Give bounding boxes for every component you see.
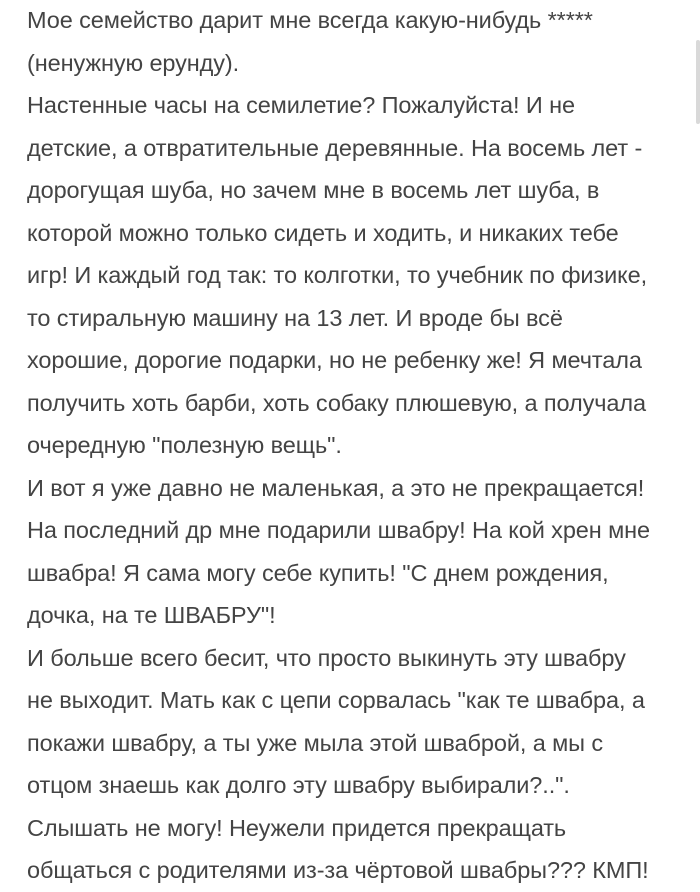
post-line: которой можно только сидеть и ходить, и никаких тебе <box>27 219 619 246</box>
post-line: очередную "полезную вещь". <box>27 432 342 458</box>
post-line: (ненужную ерунду). <box>27 49 240 76</box>
post-line: хорошие, дорогие подарки, но не ребенку же! Я мечтала <box>27 347 642 373</box>
post-line: дорогущая шуба, но зачем мне в восемь лет шуба, в <box>27 177 600 203</box>
post-line: швабра! Я сама могу себе купить! "С днем рождения, <box>27 559 609 586</box>
post-line: общаться с родителями из-за чёртовой швабры??? КМП! <box>27 857 649 883</box>
post-line: Мое семейство дарит мне всегда какую-нибудь ***** <box>27 7 593 33</box>
post-line: На последний др мне подарили швабру! На кой хрен мне <box>27 517 650 543</box>
post-line: Слышать не могу! Неужели придется прекращать <box>27 814 567 841</box>
post-line: И больше всего бесит, что просто выкинуть эту швабру <box>27 644 626 671</box>
post-line: не выходит. Мать как с цепи сорвалась "как те швабра, а <box>27 687 645 713</box>
post-line: отцом знаешь как долго эту швабру выбирали?..". <box>27 772 570 798</box>
post-line: то стиральную машину на 13 лет. И вроде бы всё <box>27 304 563 331</box>
post-line: покажи швабру, а ты уже мыла этой шваброй, а мы с <box>27 729 604 756</box>
post-line: получить хоть барби, хоть собаку плюшевую, а получала <box>27 389 646 416</box>
post-line: И вот я уже давно не маленькая, а это не прекращается! <box>27 474 645 501</box>
post-line: дочка, на те ШВАБРУ"! <box>27 602 276 628</box>
post-line: детские, а отвратительные деревянные. На восемь лет - <box>27 134 643 161</box>
vertical-scrollbar[interactable] <box>696 40 700 124</box>
post-line: Настенные часы на семилетие? Пожалуйста! И не <box>27 92 575 118</box>
post-text <box>27 0 687 892</box>
post-line: игр! И каждый год так: то колготки, то учебник по физике, <box>27 262 647 288</box>
